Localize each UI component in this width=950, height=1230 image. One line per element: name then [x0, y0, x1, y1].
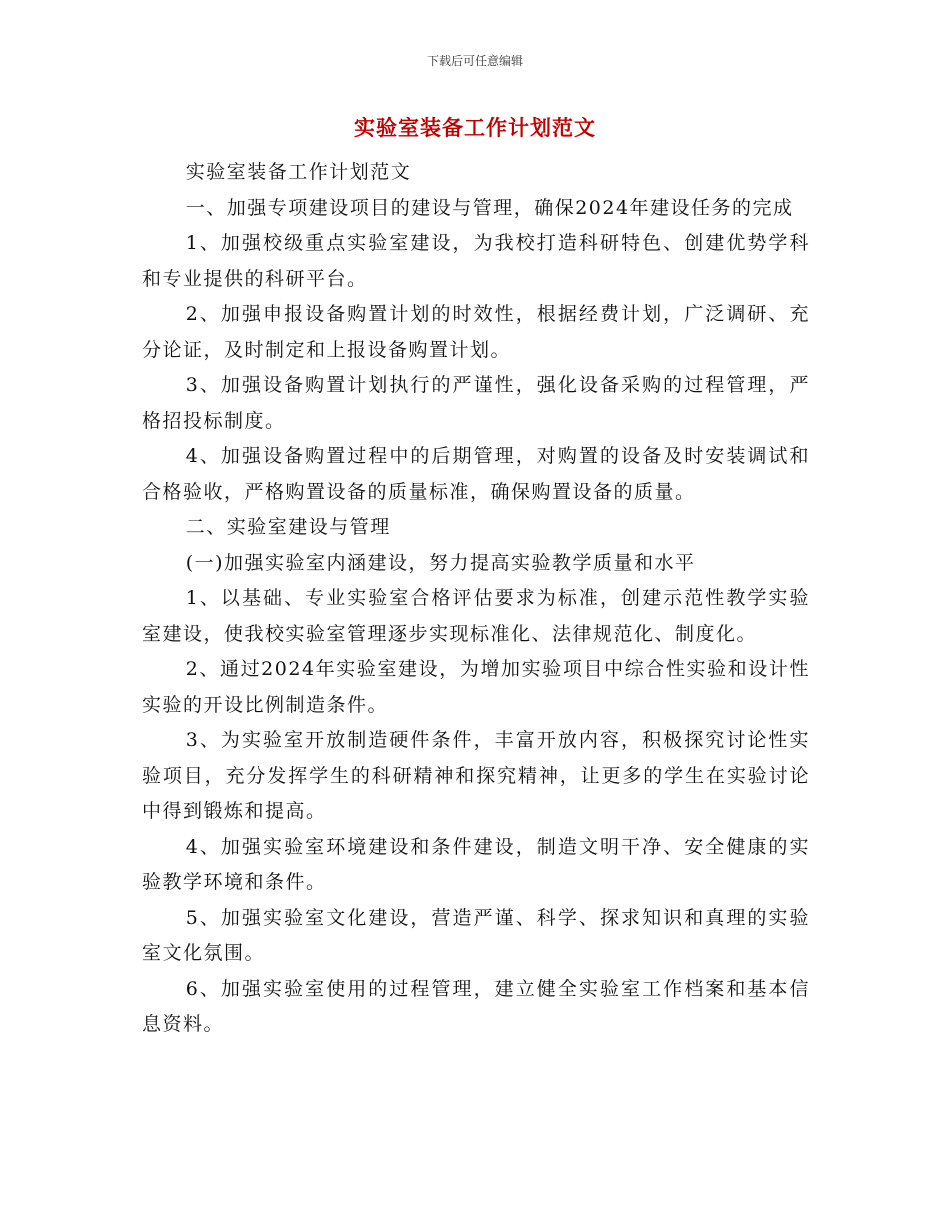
- paragraph: 2、通过2024年实验室建设，为增加实验项目中综合性实验和设计性实验的开设比例制造条件。: [142, 658, 810, 716]
- subsection-heading: (一)加强实验室内涵建设，努力提高实验教学质量和水平: [185, 551, 696, 574]
- section-heading: 二、实验室建设与管理: [185, 516, 391, 538]
- paragraph: 3、为实验室开放制造硬件条件，丰富开放内容，积极探究讨论性实验项目，充分发挥学生的科研精神和探究精神，让更多的学生在实验讨论中得到锻炼和提高。: [142, 729, 810, 822]
- paragraph: 1、以基础、专业实验室合格评估要求为标准，创建示范性教学实验室建设，使我校实验室管理逐步实现标准化、法律规范化、制度化。: [142, 587, 810, 645]
- paragraph: 3、加强设备购置计划执行的严谨性，强化设备采购的过程管理，严格招投标制度。: [142, 374, 810, 432]
- paragraph: 5、加强实验室文化建设，营造严谨、科学、探求知识和真理的实验室文化氛围。: [142, 906, 810, 964]
- document-body: [142, 155, 810, 1043]
- header-note: 下载后可任意编辑: [426, 54, 523, 68]
- paragraph: 4、加强设备购置过程中的后期管理，对购置的设备及时安装调试和合格验收，严格购置设备的质量标准，确保购置设备的质量。: [142, 445, 810, 503]
- paragraph: 实验室装备工作计划范文: [185, 161, 412, 183]
- document-title: 实验室装备工作计划范文: [354, 116, 596, 140]
- paragraph: 6、加强实验室使用的过程管理，建立健全实验室工作档案和基本信息资料。: [142, 977, 810, 1035]
- paragraph: 2、加强申报设备购置计划的时效性，根据经费计划，广泛调研、充分论证，及时制定和上报设备购置计划。: [142, 303, 810, 361]
- section-heading: 一、加强专项建设项目的建设与管理，确保2024年建设任务的完成: [185, 196, 794, 219]
- paragraph: 1、加强校级重点实验室建设，为我校打造科研特色、创建优势学科和专业提供的科研平台。: [142, 232, 810, 290]
- paragraph: 4、加强实验室环境建设和条件建设，制造文明干净、安全健康的实验教学环境和条件。: [142, 835, 810, 893]
